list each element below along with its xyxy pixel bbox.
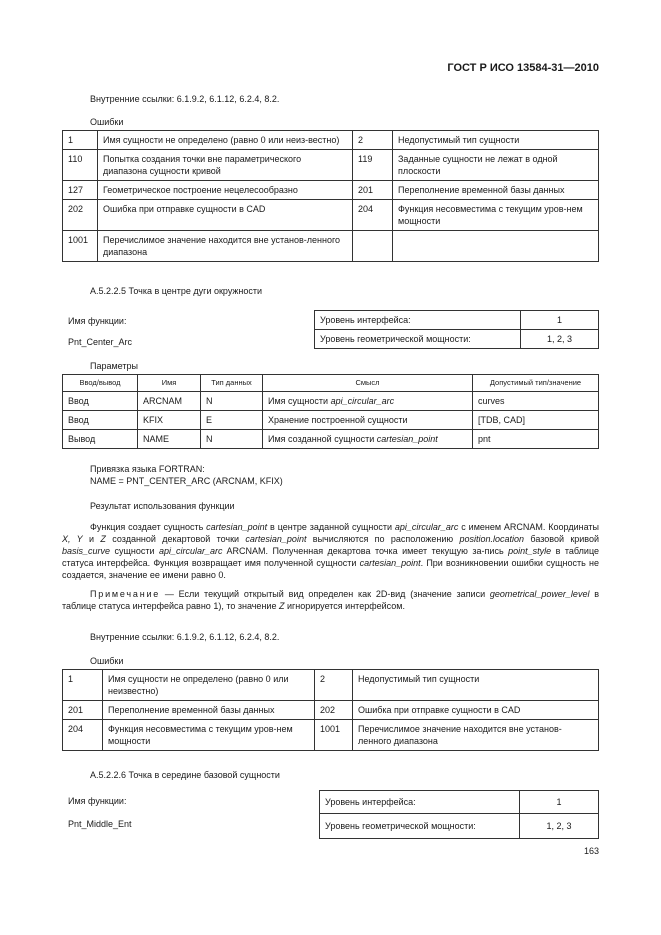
param-meaning: Хранение построенной сущности bbox=[263, 411, 473, 430]
error-code: 1 bbox=[63, 131, 98, 150]
param-type: N bbox=[201, 392, 263, 411]
section-heading-a5225: А.5.2.2.5 Точка в центре дуги окружности bbox=[90, 286, 263, 296]
note-paragraph: Примечание — Если текущий открытый вид определен как 2D-вид (значение записи geometrical_power_level в таблице статуса интерфейса равно 1), то значение Z игнорируется интерфейсом. bbox=[62, 589, 599, 611]
params-column-header: Допустимый тип/значение bbox=[473, 375, 599, 392]
error-message: Геометрическое построение нецелесообразно bbox=[98, 181, 353, 200]
function-name-label-2: Имя функции: bbox=[68, 796, 127, 806]
error-message: Недопустимый тип сущности bbox=[393, 131, 599, 150]
error-message: Перечислимое значение находится вне установ-ленного диапазона bbox=[98, 231, 353, 262]
errors-label-2: Ошибки bbox=[90, 656, 124, 666]
error-code: 110 bbox=[63, 150, 98, 181]
level-table-2 bbox=[319, 790, 599, 839]
param-name: KFIX bbox=[138, 411, 201, 430]
error-message bbox=[393, 231, 599, 262]
error-message: Попытка создания точки вне параметрического диапазона сущности кривой bbox=[98, 150, 353, 181]
params-table bbox=[62, 374, 599, 449]
error-message: Переполнение временной базы данных bbox=[103, 701, 315, 720]
geom-power-value-2: 1, 2, 3 bbox=[520, 814, 599, 839]
param-row bbox=[63, 430, 599, 449]
error-code: 201 bbox=[63, 701, 103, 720]
result-label: Результат использования функции bbox=[90, 501, 235, 511]
errors-table-2 bbox=[62, 669, 599, 751]
param-name: ARCNAM bbox=[138, 392, 201, 411]
params-column-header: Имя bbox=[138, 375, 201, 392]
errors-label-1: Ошибки bbox=[90, 117, 124, 127]
error-row bbox=[63, 670, 599, 701]
param-meaning: Имя сущности api_circular_arc bbox=[263, 392, 473, 411]
error-row bbox=[63, 131, 599, 150]
param-value: curves bbox=[473, 392, 599, 411]
geom-power-value: 1, 2, 3 bbox=[521, 330, 599, 349]
error-code: 204 bbox=[63, 720, 103, 751]
result-paragraph: Функция создает сущность cartesian_point в центре заданной сущности api_circular_arc с именем ARCNAM. Координаты X, Y и Z созданной декартовой точки cartesian_point вычисляются по расположению position.location базовой кривой basis_curve сущности api_circular_arc ARCNAM. Полученная декартова точка имеет текущую за-пись point_style в таблице статуса интерфейса. Функция возвращает имя полученной сущности cartesian_point. При возникновении ошибки сущность не создается, значение ее имени равно 0. bbox=[62, 522, 600, 580]
param-value: pnt bbox=[473, 430, 599, 449]
error-row bbox=[63, 720, 599, 751]
internal-refs-1: Внутренние ссылки: 6.1.9.2, 6.1.12, 6.2.4, 8.2. bbox=[90, 94, 280, 104]
param-meaning: Имя созданной сущности cartesian_point bbox=[263, 430, 473, 449]
param-row bbox=[63, 392, 599, 411]
fortran-code: NAME = PNT_CENTER_ARC (ARCNAM, KFIX) bbox=[90, 476, 283, 486]
error-message: Переполнение временной базы данных bbox=[393, 181, 599, 200]
fortran-label: Привязка языка FORTRAN: bbox=[90, 464, 205, 474]
geom-power-label-2: Уровень геометрической мощности: bbox=[320, 814, 520, 839]
function-name-value: Pnt_Center_Arc bbox=[68, 337, 133, 347]
level-table-1 bbox=[314, 310, 599, 349]
param-type: E bbox=[201, 411, 263, 430]
error-code: 1 bbox=[63, 670, 103, 701]
error-code: 201 bbox=[353, 181, 393, 200]
param-io: Ввод bbox=[63, 392, 138, 411]
errors-table-1 bbox=[62, 130, 599, 262]
params-label: Параметры bbox=[90, 361, 138, 371]
interface-level-value-2: 1 bbox=[520, 791, 599, 814]
error-message: Заданные сущности не лежат в одной плоскости bbox=[393, 150, 599, 181]
interface-level-value: 1 bbox=[521, 311, 599, 330]
document-header: ГОСТ Р ИСО 13584-31—2010 bbox=[447, 62, 599, 74]
error-row bbox=[63, 701, 599, 720]
error-code bbox=[353, 231, 393, 262]
internal-refs-2: Внутренние ссылки: 6.1.9.2, 6.1.12, 6.2.4, 8.2. bbox=[90, 632, 280, 642]
error-row bbox=[63, 150, 599, 181]
error-row bbox=[63, 231, 599, 262]
error-row bbox=[63, 181, 599, 200]
error-row bbox=[63, 200, 599, 231]
param-io: Вывод bbox=[63, 430, 138, 449]
error-message: Ошибка при отправке сущности в CAD bbox=[98, 200, 353, 231]
error-message: Функция несовместима с текущим уров-нем мощности bbox=[393, 200, 599, 231]
error-message: Перечислимое значение находится вне установ-ленного диапазона bbox=[353, 720, 599, 751]
error-code: 2 bbox=[315, 670, 353, 701]
error-message: Имя сущности не определено (равно 0 или неиз-вестно) bbox=[98, 131, 353, 150]
page-number: 163 bbox=[583, 846, 599, 856]
error-message: Ошибка при отправке сущности в CAD bbox=[353, 701, 599, 720]
function-name-value-2: Pnt_Middle_Ent bbox=[68, 819, 132, 829]
interface-level-label: Уровень интерфейса: bbox=[315, 311, 521, 330]
param-type: N bbox=[201, 430, 263, 449]
error-code: 204 bbox=[353, 200, 393, 231]
param-row bbox=[63, 411, 599, 430]
param-name: NAME bbox=[138, 430, 201, 449]
error-code: 127 bbox=[63, 181, 98, 200]
error-message: Недопустимый тип сущности bbox=[353, 670, 599, 701]
error-code: 119 bbox=[353, 150, 393, 181]
param-io: Ввод bbox=[63, 411, 138, 430]
section-heading-a5226: А.5.2.2.6 Точка в середине базовой сущности bbox=[90, 770, 280, 780]
error-message: Имя сущности не определено (равно 0 или неизвестно) bbox=[103, 670, 315, 701]
params-column-header: Ввод/вывод bbox=[63, 375, 138, 392]
geom-power-label: Уровень геометрической мощности: bbox=[315, 330, 521, 349]
params-column-header: Тип данных bbox=[201, 375, 263, 392]
function-name-label: Имя функции: bbox=[68, 316, 127, 326]
error-code: 2 bbox=[353, 131, 393, 150]
params-column-header: Смысл bbox=[263, 375, 473, 392]
error-code: 202 bbox=[315, 701, 353, 720]
param-value: [TDB, CAD] bbox=[473, 411, 599, 430]
interface-level-label-2: Уровень интерфейса: bbox=[320, 791, 520, 814]
error-code: 202 bbox=[63, 200, 98, 231]
error-code: 1001 bbox=[315, 720, 353, 751]
error-message: Функция несовместима с текущим уров-нем мощности bbox=[103, 720, 315, 751]
error-code: 1001 bbox=[63, 231, 98, 262]
